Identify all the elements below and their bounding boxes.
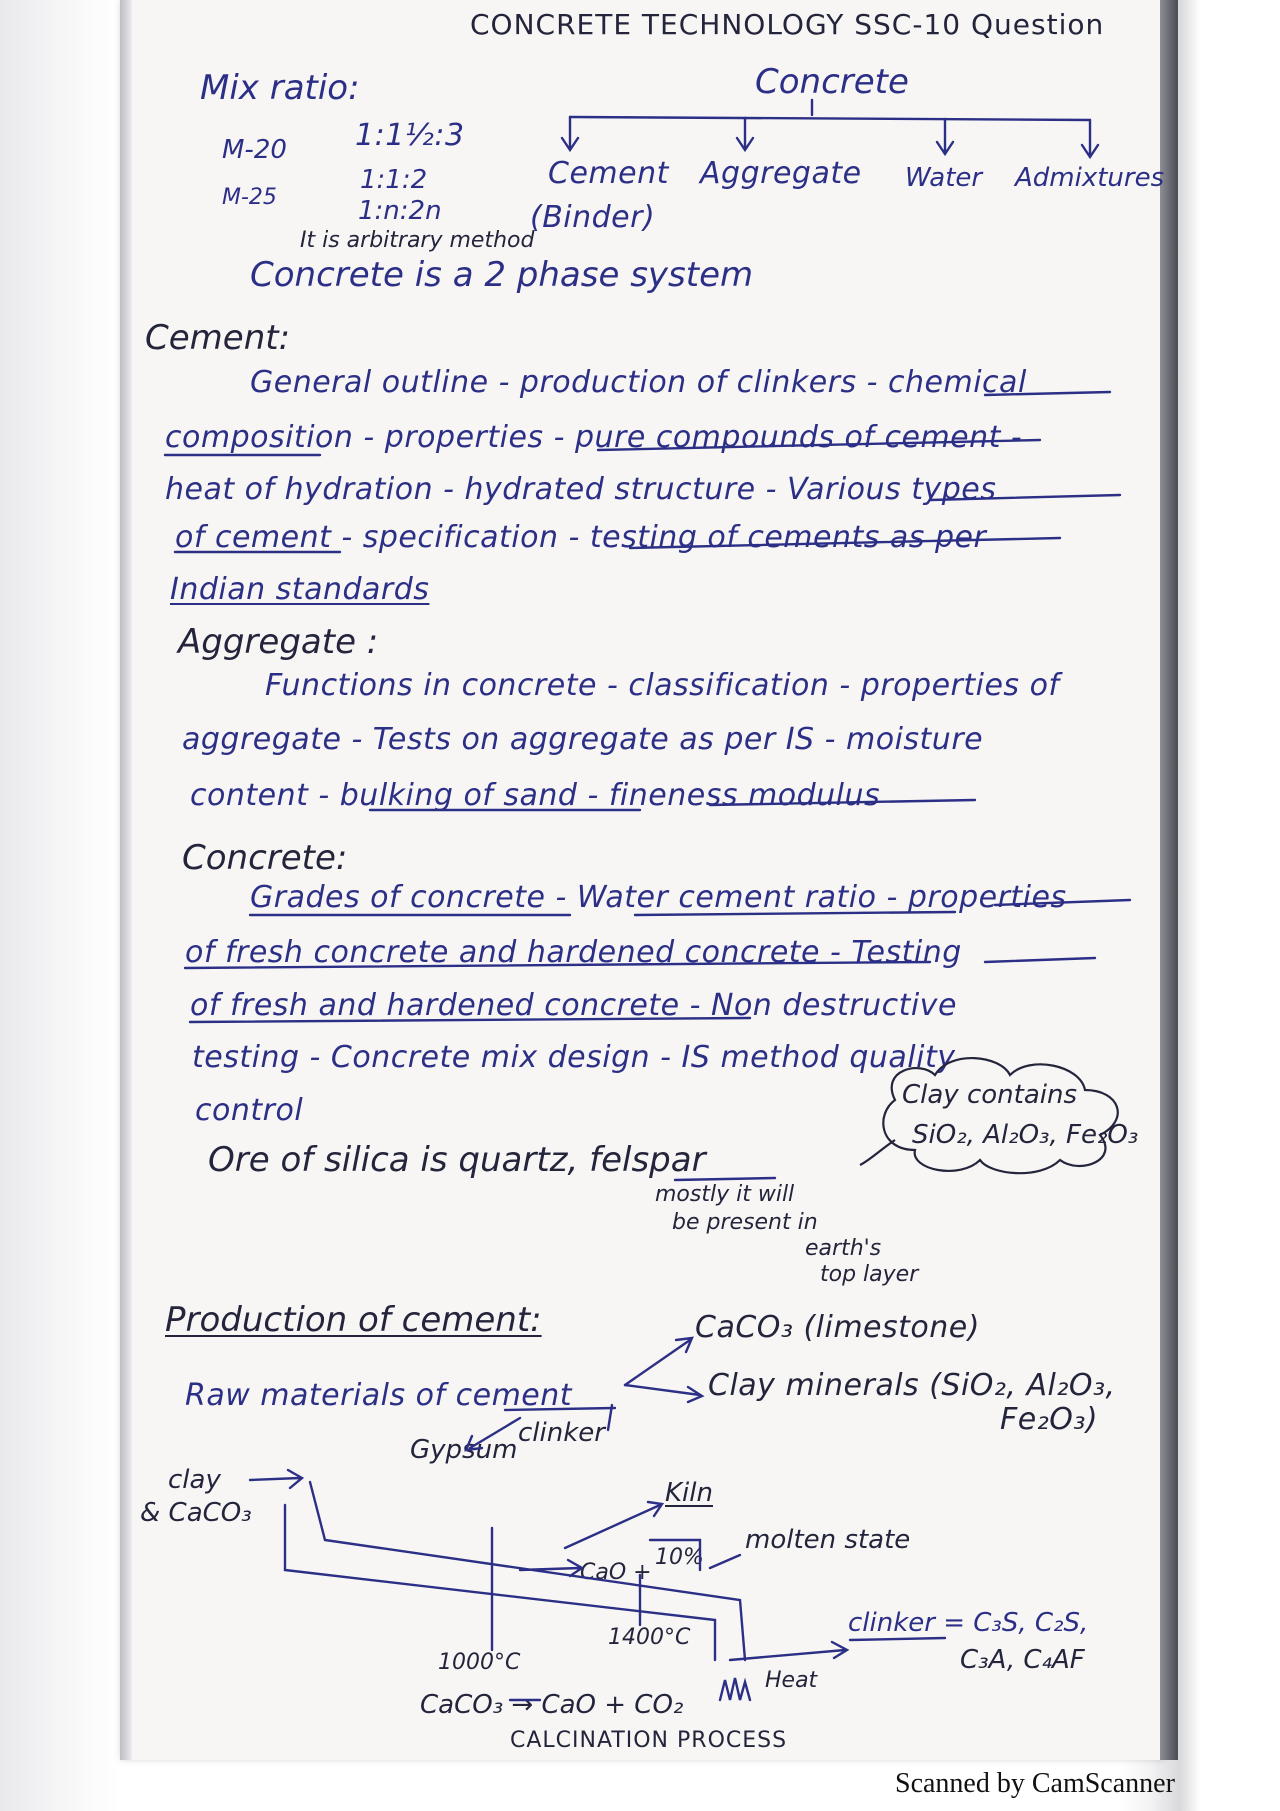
gypsum-label: Gypsum <box>410 1435 518 1465</box>
concrete-line-5: control <box>195 1093 304 1128</box>
cloud-tail <box>860 1140 895 1165</box>
mostly-note-3: earth's <box>805 1236 882 1261</box>
production-section-heading: Production of cement: <box>165 1300 542 1340</box>
underline-water-cement <box>635 912 955 915</box>
clinker-equation-1: clinker = C₃S, C₂S, <box>848 1608 1089 1638</box>
raw-materials-label: Raw materials of cement <box>185 1378 573 1413</box>
underline-fresh-hardened <box>185 962 930 968</box>
concrete-line-1: Grades of concrete - Water cement ratio - properties <box>250 880 1067 915</box>
arrow-to-gypsum <box>466 1418 520 1450</box>
kiln-label-arrow <box>565 1502 662 1548</box>
kiln-label: Kiln <box>665 1478 713 1508</box>
branch-water: Water <box>905 163 983 193</box>
tree-arrow-aggregate <box>737 118 753 150</box>
underline-chemical <box>985 392 1110 395</box>
molten-state-label: molten state <box>745 1525 911 1555</box>
calcination-process-label: CALCINATION PROCESS <box>510 1728 788 1753</box>
underline-clinker-eq <box>850 1638 945 1640</box>
aggregate-line-1: Functions in concrete - classification - properties of <box>265 668 1060 703</box>
binder-note: (Binder) <box>530 200 656 235</box>
clinker-equation-2: C₃A, C₄AF <box>960 1645 1085 1675</box>
underline-fineness <box>710 800 975 805</box>
cement-line-2: composition - properties - pure compounds of cement - <box>165 420 1023 455</box>
clay-input-label: clay <box>168 1465 221 1495</box>
scanner-watermark: Scanned by CamScanner <box>895 1768 1175 1799</box>
kiln-lower-wall <box>285 1505 715 1660</box>
concrete-section-heading: Concrete: <box>182 838 348 878</box>
heat-flame <box>720 1678 750 1700</box>
page-header-title: CONCRETE TECHNOLOGY SSC-10 Question <box>470 8 1105 41</box>
underline-cement-raw <box>505 1408 615 1410</box>
temp-1000-label: 1000°C <box>438 1650 521 1675</box>
clinker-output-arrow <box>730 1642 847 1660</box>
cement-line-1: General outline - production of clinkers - chemical <box>250 365 1027 400</box>
aggregate-line-2: aggregate - Tests on aggregate as per IS - moisture <box>182 722 984 757</box>
mostly-note-2: be present in <box>672 1210 818 1235</box>
clinker-label: clinker <box>518 1418 605 1448</box>
temp-1400-label: 1400°C <box>608 1625 691 1650</box>
m25-label: M-25 <box>222 185 277 210</box>
clay-cloud-line-1: Clay contains <box>902 1080 1078 1110</box>
concrete-line-4: testing - Concrete mix design - IS method quality <box>192 1040 956 1075</box>
underline-testing-2 <box>985 958 1095 962</box>
clay-cloud-line-2: SiO₂, Al₂O₃, Fe₂O₃ <box>912 1120 1139 1150</box>
arbitrary-method-note: It is arbitrary method <box>300 228 535 253</box>
clay-feed-arrow <box>250 1470 302 1488</box>
underline-various-types <box>930 495 1120 500</box>
caco3-input-label: & CaCO₃ <box>140 1498 252 1528</box>
tree-arrow-admixtures <box>1082 120 1098 157</box>
cement-line-5: Indian standards <box>170 572 430 607</box>
concrete-line-3: of fresh and hardened concrete - Non destructive <box>190 988 957 1023</box>
heat-label: Heat <box>765 1668 818 1693</box>
aggregate-line-3: content - bulking of sand - fineness modulus <box>190 778 881 813</box>
general-ratio: 1:n:2n <box>358 196 442 226</box>
tree-bar <box>570 117 1090 120</box>
tree-arrow-water <box>937 119 953 154</box>
m20-label: M-20 <box>222 135 287 165</box>
cement-line-4: of cement - specification - testing of cements as per <box>175 520 987 555</box>
molten-arrow <box>710 1555 740 1568</box>
tree-arrow-cement <box>562 117 578 150</box>
underline-felspar <box>675 1178 775 1180</box>
m25-ratio: 1:1:2 <box>360 165 428 195</box>
arrow-to-limestone <box>625 1338 692 1385</box>
cao-label: CaO + <box>580 1560 652 1585</box>
underline-testing <box>630 538 1060 548</box>
underline-properties <box>995 900 1130 905</box>
cement-section-heading: Cement: <box>145 318 291 358</box>
underline-fresh-hardened-2 <box>190 1018 750 1022</box>
calcination-reaction: CaCO₃ → CaO + CO₂ <box>420 1690 684 1720</box>
branch-aggregate: Aggregate <box>700 156 862 191</box>
mix-ratio-heading: Mix ratio: <box>200 68 360 108</box>
mostly-note-4: top layer <box>820 1262 919 1287</box>
branch-admixtures: Admixtures <box>1015 163 1165 193</box>
ten-percent-label: 10% <box>655 1545 704 1570</box>
clay-minerals-label: Clay minerals (SiO₂, Al₂O₃, <box>708 1368 1116 1403</box>
aggregate-section-heading: Aggregate : <box>178 622 379 662</box>
mostly-note-1: mostly it will <box>655 1182 795 1207</box>
m20-ratio: 1:1½:3 <box>355 118 465 153</box>
silica-ore-note: Ore of silica is quartz, felspar <box>208 1140 706 1180</box>
arrow-to-clay-minerals <box>625 1385 702 1402</box>
concrete-root-label: Concrete <box>755 62 909 102</box>
two-phase-statement: Concrete is a 2 phase system <box>250 255 754 295</box>
cement-line-3: heat of hydration - hydrated structure - Various types <box>165 472 997 507</box>
clay-cloud-outline <box>883 1058 1117 1173</box>
underline-pure-compounds <box>598 440 1040 450</box>
limestone-label: CaCO₃ (limestone) <box>695 1310 980 1345</box>
concrete-line-2: of fresh concrete and hardened concrete - Testing <box>185 935 962 970</box>
branch-cement: Cement <box>548 156 669 191</box>
clay-minerals-label-2: Fe₂O₃) <box>1000 1402 1099 1437</box>
ten-percent-box <box>650 1540 700 1570</box>
kiln-upper-wall <box>310 1482 745 1660</box>
